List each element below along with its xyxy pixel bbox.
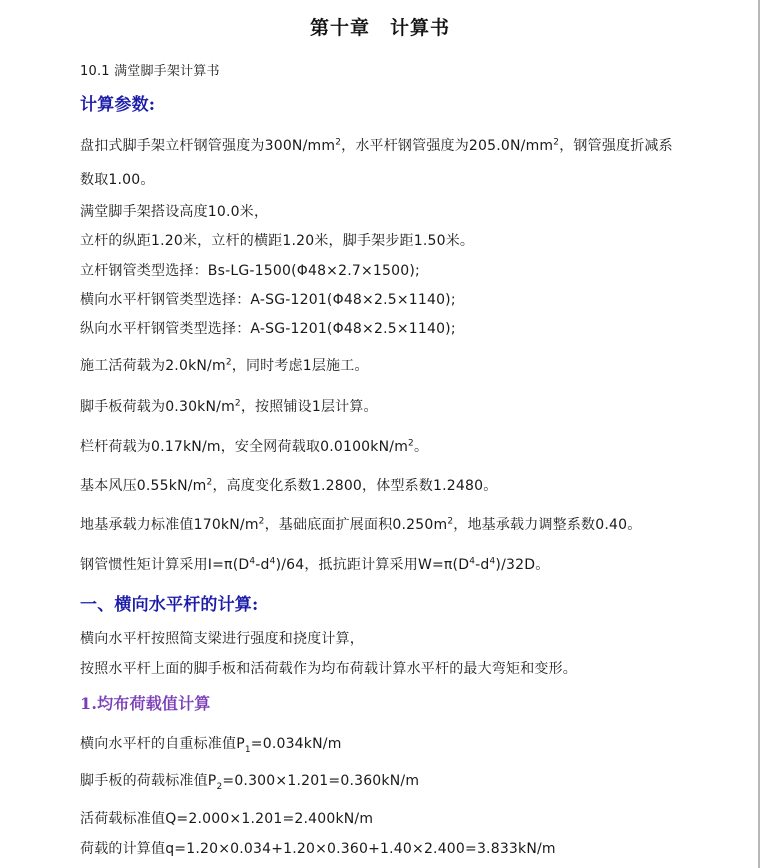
superscript: 2	[206, 477, 213, 488]
params-heading: 计算参数:	[80, 95, 156, 115]
superscript: 2	[335, 137, 342, 148]
params-line-12	[80, 516, 641, 534]
superscript: 2	[408, 438, 414, 449]
params-line-11	[80, 477, 497, 495]
text: 施工活荷载为2.0kN/m	[80, 358, 226, 374]
params-line-10	[80, 438, 428, 456]
text: ，按照铺设1层计算。	[240, 399, 378, 415]
superscript: 4	[269, 556, 276, 567]
live-load-line: 活荷载标准值Q=2.000×1.201=2.400kN/m	[80, 811, 374, 827]
params-line-3: 满堂脚手架搭设高度10.0米，	[80, 204, 269, 220]
text: -d	[255, 557, 270, 573]
params-line-7: 纵向水平杆钢管类型选择：A-SG-1201(Φ48×2.5×1140);	[80, 321, 456, 337]
text: 栏杆荷载为0.17kN/m，安全网荷载取0.0100kN/m	[80, 439, 409, 455]
text: =0.034kN/m	[250, 736, 342, 752]
self-weight-line	[80, 735, 342, 753]
section1-line-1: 横向水平杆按照简支梁进行强度和挠度计算，	[80, 631, 364, 647]
text: 地基承载力标准值170kN/m	[80, 517, 259, 533]
superscript: 2	[234, 398, 241, 409]
text: 。	[413, 439, 429, 455]
text: =0.300×1.201=0.360kN/m	[222, 773, 420, 789]
section-10-1-title: 10.1 满堂脚手架计算书	[80, 64, 220, 79]
superscript: 2	[553, 137, 560, 148]
text: -d	[475, 557, 490, 573]
superscript: 4	[489, 556, 496, 567]
superscript: 4	[469, 556, 476, 567]
params-line-5: 立杆钢管类型选择：Bs-LG-1500(Φ48×2.7×1500);	[80, 263, 420, 279]
text: 脚手板荷载为0.30kN/m	[80, 399, 235, 415]
section1-heading: 一、横向水平杆的计算:	[80, 595, 259, 615]
text: )/32D。	[495, 557, 550, 573]
design-load-line: 荷载的计算值q=1.20×0.034+1.20×0.360+1.40×2.400=3.833kN/m	[80, 841, 556, 857]
text: 脚手板的荷载标准值P	[80, 773, 217, 789]
text: ，高度变化系数1.2800，体型系数1.2480。	[212, 478, 498, 494]
text: ，地基承载力调整系数0.40。	[453, 517, 642, 533]
params-line-1	[80, 137, 673, 155]
text: ，基础底面扩展面积0.250m	[264, 517, 448, 533]
superscript: 2	[225, 357, 232, 368]
subscript: 2	[216, 781, 223, 792]
text: ，钢管强度折减系	[559, 138, 673, 154]
params-line-9	[80, 398, 378, 416]
text: ，水平杆钢管强度为205.0N/mm	[341, 138, 554, 154]
text: 盘扣式脚手架立杆钢管强度为300N/mm	[80, 138, 336, 154]
superscript: 4	[249, 556, 256, 567]
subscript: 1	[244, 744, 251, 755]
chapter-title: 第十章 计算书	[309, 17, 450, 39]
params-line-2: 数取1.00。	[80, 172, 155, 188]
section1-line-2: 按照水平杆上面的脚手板和活荷载作为均布荷载计算水平杆的最大弯矩和变形。	[80, 661, 577, 677]
scaffold-board-load-line	[80, 772, 419, 790]
params-line-6: 横向水平杆钢管类型选择：A-SG-1201(Φ48×2.5×1140);	[80, 292, 456, 308]
params-line-8	[80, 357, 369, 375]
text: 基本风压0.55kN/m	[80, 478, 207, 494]
params-line-4: 立杆的纵距1.20米，立杆的横距1.20米，脚手架步距1.50米。	[80, 233, 475, 249]
subsection1-heading: 1.均布荷载值计算	[80, 694, 211, 713]
text: 横向水平杆的自重标准值P	[80, 736, 245, 752]
superscript: 2	[447, 516, 454, 527]
text: )/64，抵抗距计算采用W=π(D	[275, 557, 470, 573]
params-line-13	[80, 556, 549, 574]
text: ，同时考虑1层施工。	[231, 358, 369, 374]
superscript: 2	[258, 516, 265, 527]
text: 钢管惯性矩计算采用I=π(D	[80, 557, 250, 573]
